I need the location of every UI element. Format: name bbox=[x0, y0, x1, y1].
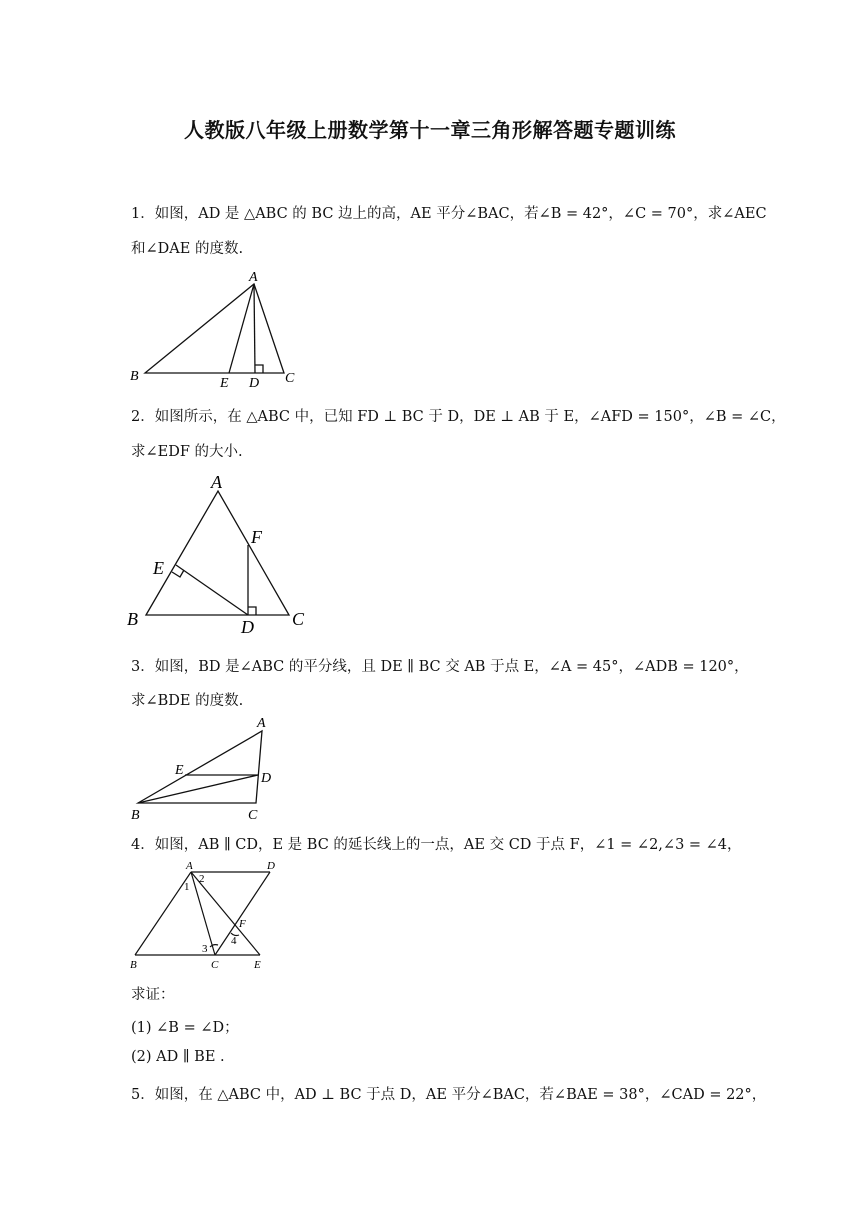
label-B: B bbox=[131, 808, 140, 823]
label-angle-2: 2 bbox=[199, 873, 205, 885]
question-3-line-2: 求∠BDE 的度数. bbox=[131, 693, 244, 709]
label-C: C bbox=[211, 959, 219, 971]
label-C: C bbox=[248, 808, 258, 823]
label-angle-1: 1 bbox=[184, 881, 190, 893]
question-2-figure bbox=[120, 468, 320, 638]
label-A: A bbox=[257, 716, 266, 731]
question-3-line-1: 3．如图，BD 是∠ABC 的平分线，且 DE ∥ BC 交 AB 于点 E，∠A = 45°，∠ADB = 120°， bbox=[131, 659, 749, 675]
label-C: C bbox=[292, 609, 305, 629]
label-D: D bbox=[267, 860, 275, 872]
label-B: B bbox=[127, 609, 138, 629]
question-2-line-1: 2．如图所示，在 △ABC 中，已知 FD ⊥ BC 于 D，DE ⊥ AB 于 E，∠AFD = 150°，∠B = ∠C， bbox=[131, 409, 786, 425]
question-1-line-2: 和∠DAE 的度数. bbox=[131, 241, 244, 257]
label-A: A bbox=[186, 860, 193, 872]
question-1-figure bbox=[125, 265, 315, 390]
label-F: F bbox=[251, 527, 262, 547]
label-E: E bbox=[254, 959, 261, 971]
question-4-line-1: 4．如图，AB ∥ CD，E 是 BC 的延长线上的一点，AE 交 CD 于点 F，∠1 = ∠2,∠3 = ∠4， bbox=[131, 837, 742, 853]
question-1-line-1: 1．如图，AD 是 △ABC 的 BC 边上的高，AE 平分∠BAC，若∠B = 42°，∠C = 70°，求∠AEC bbox=[131, 206, 767, 222]
label-B: B bbox=[130, 959, 137, 971]
label-E: E bbox=[153, 558, 164, 578]
page-title: 人教版八年级上册数学第十一章三角形解答题专题训练 bbox=[184, 118, 676, 142]
question-5-line-1: 5．如图，在 △ABC 中，AD ⊥ BC 于点 D，AE 平分∠BAC，若∠BAE = 38°，∠CAD = 22°， bbox=[131, 1087, 767, 1103]
label-A: A bbox=[211, 472, 222, 492]
label-E: E bbox=[220, 376, 229, 390]
label-E: E bbox=[175, 763, 184, 778]
question-2-line-2: 求∠EDF 的大小. bbox=[131, 444, 243, 460]
label-F: F bbox=[239, 918, 246, 930]
question-4-proof-item-2: (2) AD ∥ BE . bbox=[131, 1049, 225, 1065]
label-angle-3: 3 bbox=[202, 943, 208, 955]
label-B: B bbox=[130, 369, 139, 384]
label-D: D bbox=[241, 617, 254, 637]
label-C: C bbox=[285, 371, 295, 386]
label-D: D bbox=[249, 376, 260, 390]
label-angle-4: 4 bbox=[231, 935, 237, 947]
question-4-figure bbox=[125, 855, 285, 973]
label-A: A bbox=[249, 270, 258, 285]
question-3-figure bbox=[125, 712, 285, 824]
label-D: D bbox=[261, 771, 272, 786]
question-4-proof-item-1: (1) ∠B = ∠D； bbox=[131, 1020, 239, 1036]
question-4-proof-heading: 求证： bbox=[131, 987, 175, 1003]
